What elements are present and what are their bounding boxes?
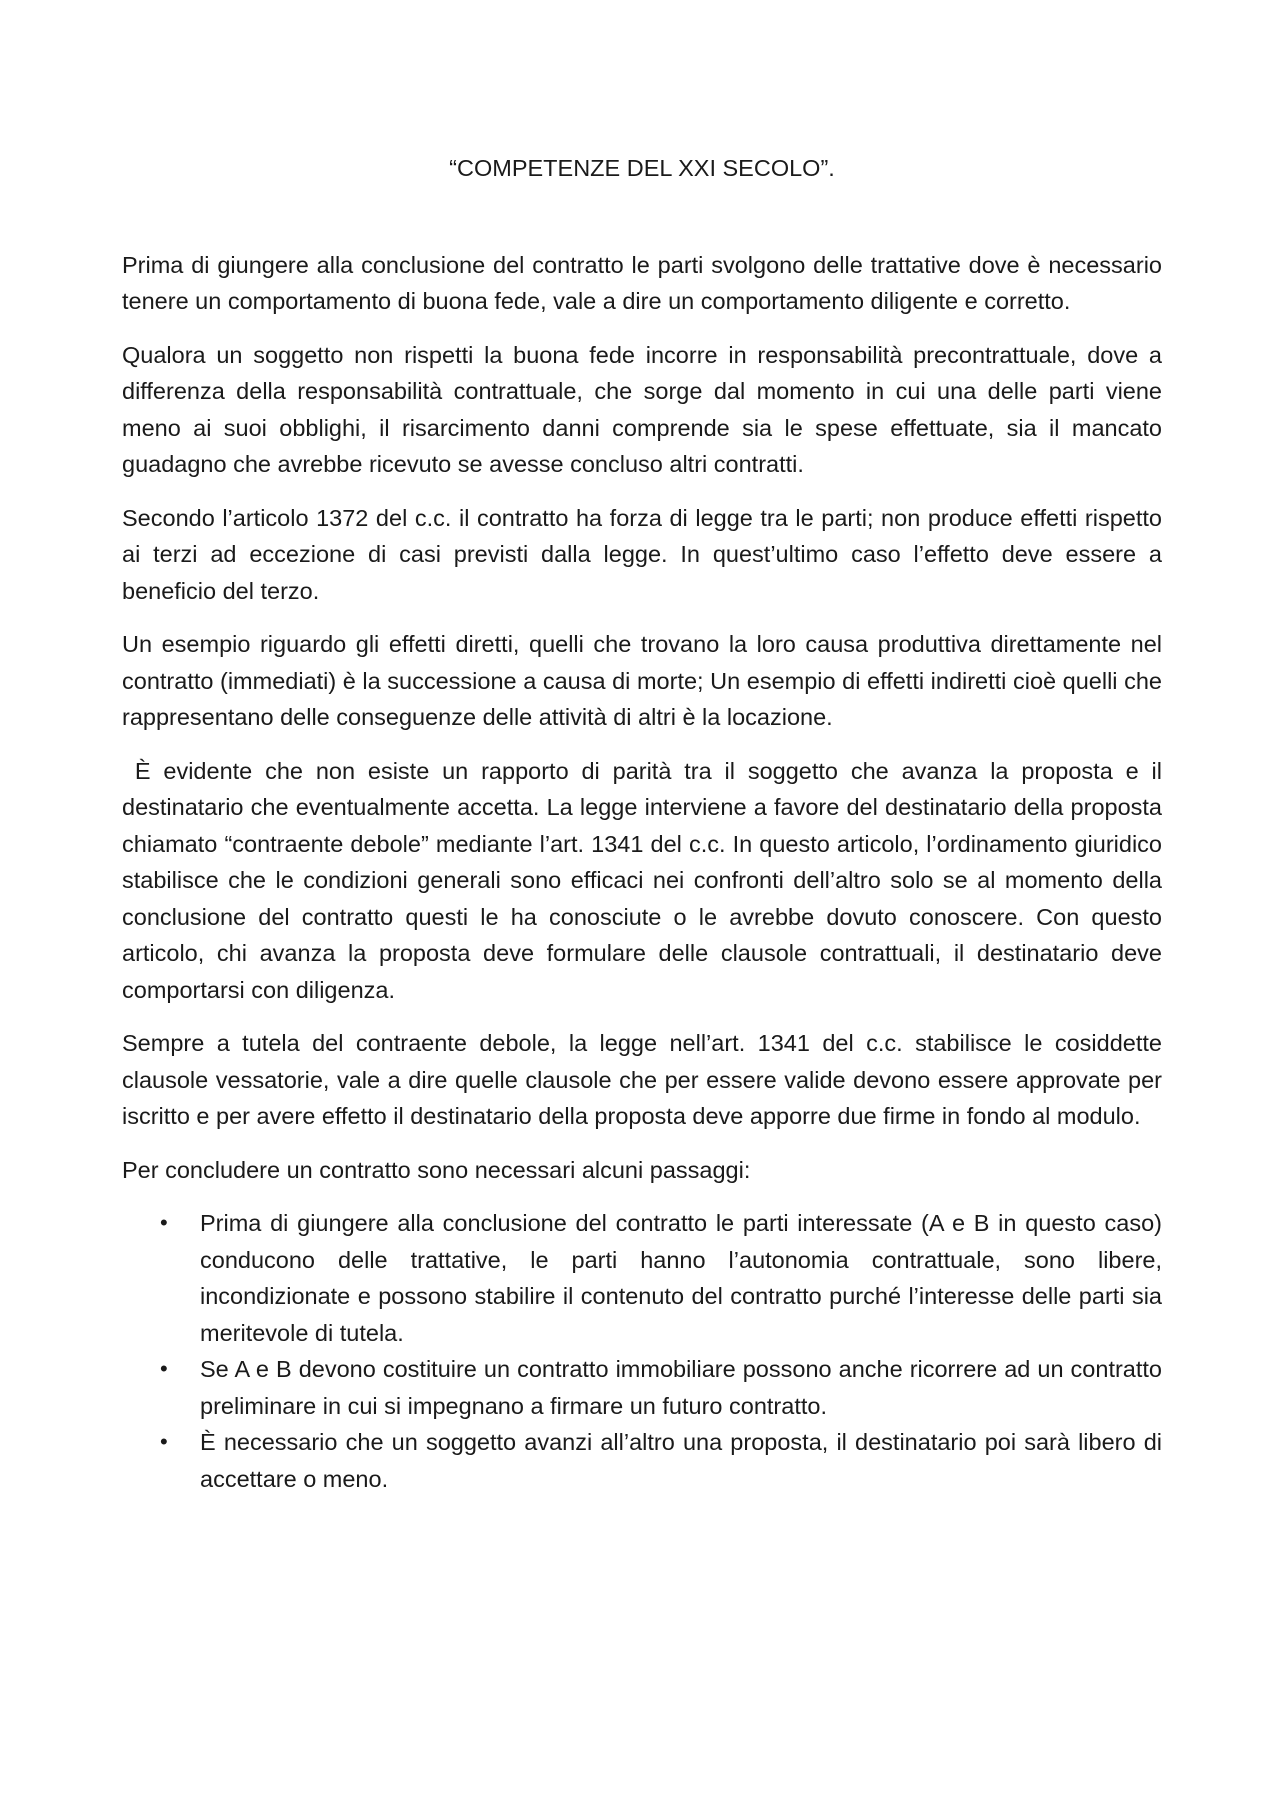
bullet-icon: • — [160, 1429, 168, 1454]
list-item — [122, 1424, 1162, 1497]
paragraph-effetti: Un esempio riguardo gli effetti diretti, quelli che trovano la loro causa produttiva direttamente nel contratto (immediati) è la successione a causa di morte; Un esempio di effetti indiretti cioè quelli che rappresentano delle conseguenze delle attività di altri è la locazione. — [122, 631, 1162, 730]
paragraph-responsabilita: Qualora un soggetto non rispetti la buona fede incorre in responsabilità precontrattuale, dove a differenza della responsabilità contrattuale, che sorge dal momento in cui una delle parti viene meno ai suoi obblighi, il risarcimento danni comprende sia le spese effettuate, sia il mancato guadagno che avrebbe ricevuto se avesse concluso altri contratti. — [122, 341, 1162, 477]
list-item-text: È necessario che un soggetto avanzi all’altro una proposta, il destinatario poi sarà libero di accettare o meno. — [200, 1429, 1162, 1492]
document-title: “COMPETENZE DEL XXI SECOLO”. — [449, 155, 835, 181]
list-item-text: Prima di giungere alla conclusione del contratto le parti interessate (A e B in questo caso) conducono delle trattative, le parti hanno l’autonomia contrattuale, sono libere, incondizionate e possono stabilire il contenuto del contratto purché l’interesse delle parti sia meritevole di tutela. — [200, 1210, 1162, 1346]
list-item — [122, 1205, 1162, 1351]
paragraph-clausole-vessatorie: Sempre a tutela del contraente debole, la legge nell’art. 1341 del c.c. stabilisce le cosiddette clausole vessatorie, vale a dire quelle clausole che per essere valide devono essere approvate per iscritto e per avere effetto il destinatario della proposta deve apporre due firme in fondo al modulo. — [122, 1030, 1162, 1129]
bullet-icon: • — [160, 1356, 168, 1381]
bullet-list — [122, 1205, 1162, 1497]
list-item — [122, 1351, 1162, 1424]
paragraph-trattative: Prima di giungere alla conclusione del contratto le parti svolgono delle trattative dove è necessario tenere un comportamento di buona fede, vale a dire un comportamento diligente e corretto. — [122, 251, 1162, 314]
document-body — [122, 150, 1169, 1497]
list-item-text: Se A e B devono costituire un contratto immobiliare possono anche ricorrere ad un contratto preliminare in cui si impegnano a firmare un futuro contratto. — [200, 1356, 1162, 1419]
paragraph-passaggi-intro: Per concludere un contratto sono necessari alcuni passaggi: — [122, 1156, 751, 1183]
paragraph-contraente-debole: È evidente che non esiste un rapporto di parità tra il soggetto che avanza la proposta e il destinatario che eventualmente accetta. La legge interviene a favore del destinatario della proposta chiamato “contraente debole” mediante l’art. 1341 del c.c. In questo articolo, l’ordinamento giuridico stabilisce che le condizioni generali sono efficaci nei confronti dell’altro solo se al momento della conclusione del contratto questi le ha conosciute o le avrebbe dovuto conoscere. Con questo articolo, chi avanza la proposta deve formulare delle clausole contrattuali, il destinatario deve comportarsi con diligenza. — [122, 757, 1169, 1003]
bullet-icon: • — [160, 1210, 168, 1235]
paragraph-articolo-1372: Secondo l’articolo 1372 del c.c. il contratto ha forza di legge tra le parti; non produce effetti rispetto ai terzi ad eccezione di casi previsti dalla legge. In quest’ultimo caso l’effetto deve essere a beneficio del terzo. — [122, 504, 1162, 604]
